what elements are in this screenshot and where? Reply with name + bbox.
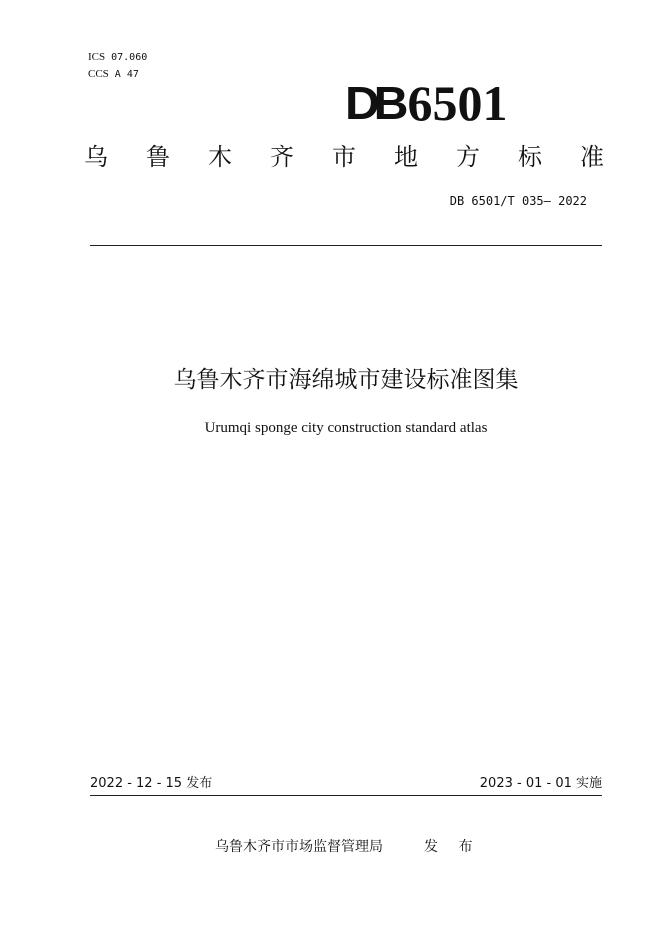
standard-type-char: 市 bbox=[332, 143, 356, 171]
db-letters: DB bbox=[345, 77, 403, 129]
document-title-en: Urumqi sponge city construction standard atlas bbox=[204, 420, 488, 436]
standard-type-char: 齐 bbox=[270, 143, 294, 171]
standard-type-char: 木 bbox=[208, 143, 232, 171]
implementation-date: 2023 - 01 - 01 实施 bbox=[479, 776, 602, 791]
bottom-divider bbox=[90, 795, 602, 796]
top-divider bbox=[90, 245, 602, 246]
standard-type-char: 方 bbox=[456, 143, 480, 171]
standard-number: DB 6501/T 035— 2022 bbox=[449, 194, 587, 208]
standard-type-char: 准 bbox=[580, 143, 604, 171]
ccs-code: A 47 bbox=[114, 69, 139, 80]
issue-date: 2022 - 12 - 15 发布 bbox=[90, 776, 213, 791]
publisher-name: 乌鲁木齐市市场监督管理局 bbox=[215, 839, 383, 855]
standard-type-char: 乌 bbox=[84, 143, 108, 171]
standard-type-char: 地 bbox=[394, 143, 418, 171]
ccs-label: CCS bbox=[88, 68, 109, 80]
ccs-classification bbox=[88, 67, 139, 82]
standard-type-char: 鲁 bbox=[146, 143, 170, 171]
db-number: 6501 bbox=[407, 75, 508, 131]
document-title-zh: 乌鲁木齐市海绵城市建设标准图集 bbox=[173, 367, 519, 393]
ics-code: 07.060 bbox=[111, 52, 148, 63]
publish-word: 发 布 bbox=[424, 839, 481, 855]
standard-type-title bbox=[84, 142, 604, 172]
db-standard-mark bbox=[345, 74, 508, 131]
ics-label: ICS bbox=[88, 51, 106, 63]
ics-classification bbox=[88, 50, 147, 65]
standard-type-char: 标 bbox=[518, 143, 542, 171]
